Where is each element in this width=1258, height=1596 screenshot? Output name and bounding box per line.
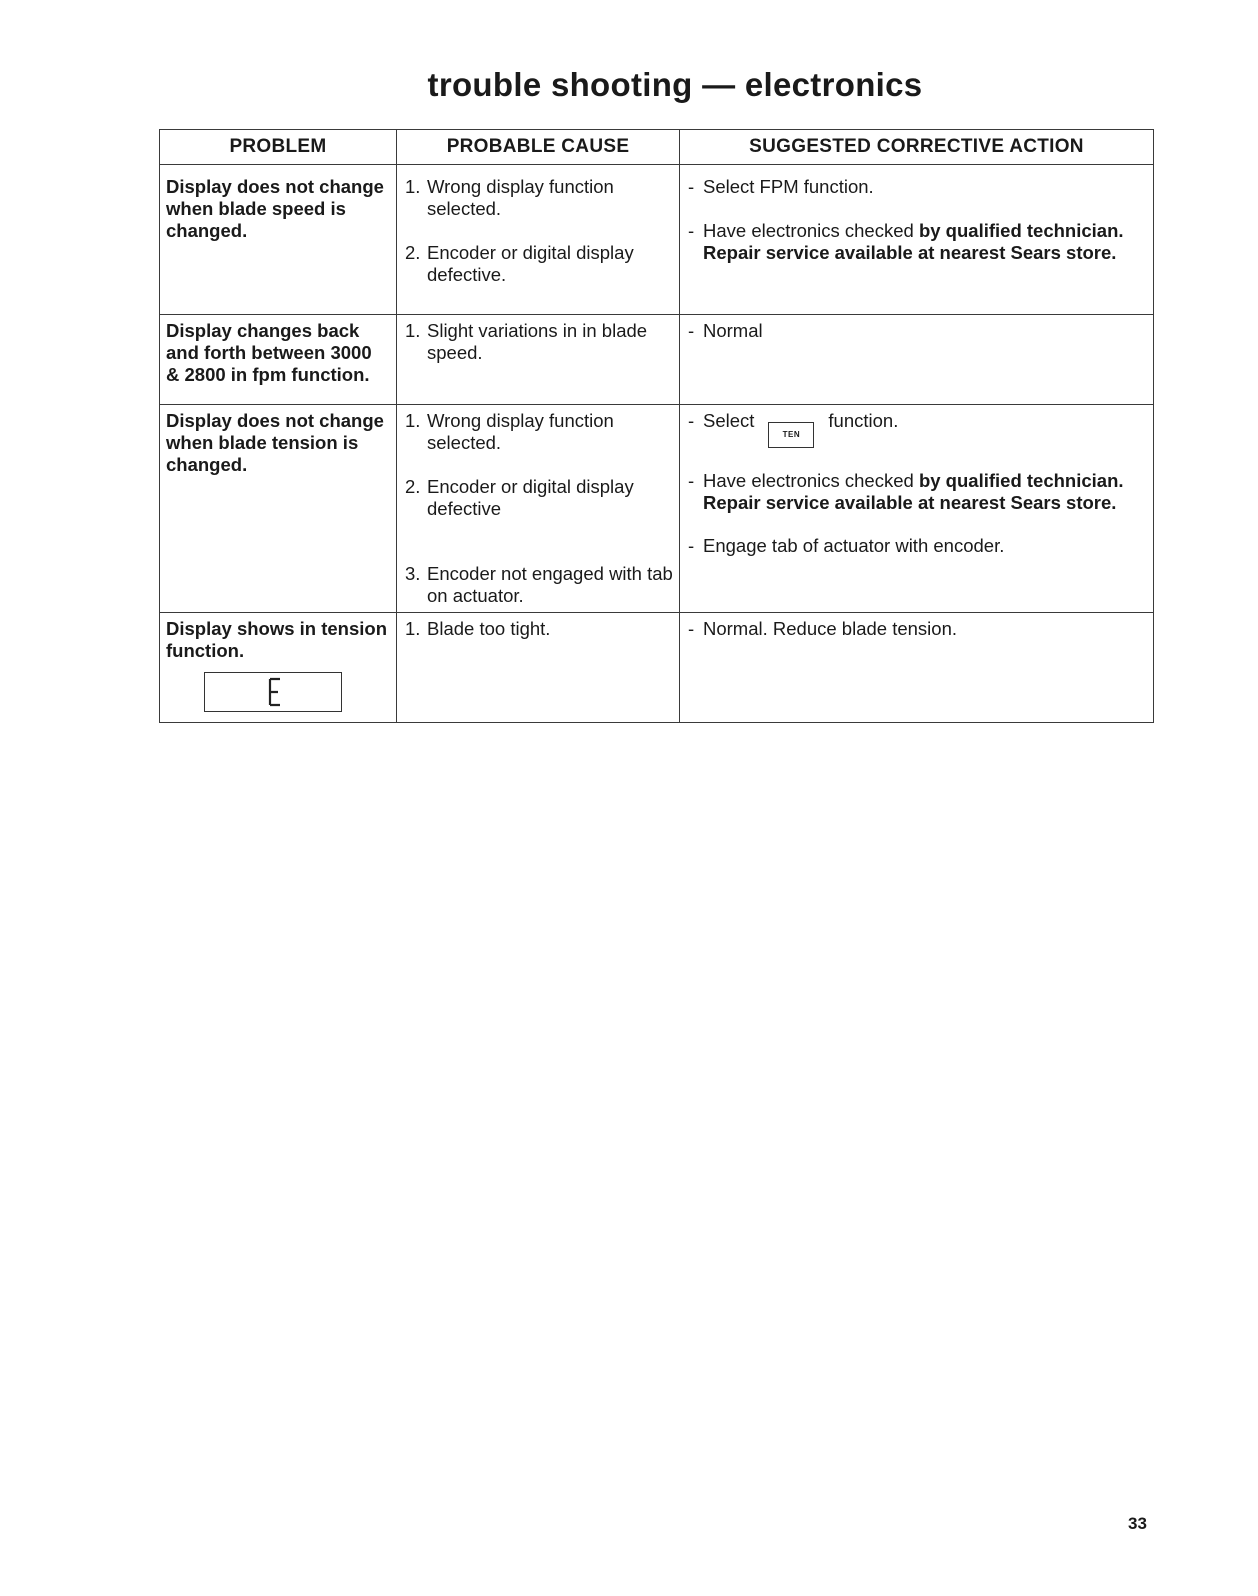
action-cell bbox=[680, 315, 1154, 405]
action-item: - Have electronics checked by qualified technician. Repair service available at nearest Sears store. bbox=[688, 220, 1124, 263]
problem-text: Display shows in tension function. bbox=[166, 618, 388, 661]
problem-cell bbox=[160, 315, 397, 405]
action-text: function. bbox=[828, 410, 899, 431]
action-cell bbox=[680, 405, 1154, 613]
troubleshooting-table bbox=[159, 129, 1154, 723]
action-text: Have electronics checked bbox=[703, 470, 914, 491]
table-row bbox=[160, 405, 1154, 613]
page-title: trouble shooting — electronics bbox=[427, 66, 923, 103]
ten-function-key-icon: TEN bbox=[768, 422, 814, 448]
action-cell bbox=[680, 613, 1154, 723]
problem-text: Display changes back and forth between 3000 & 2800 in fpm function. bbox=[166, 320, 372, 385]
action-text: Engage tab of actuator with encoder. bbox=[703, 535, 1005, 556]
action-text: Select bbox=[703, 410, 755, 431]
cause-number: 1. bbox=[405, 618, 421, 639]
cause-cell bbox=[397, 613, 680, 723]
action-text: Have electronics checked bbox=[703, 220, 914, 241]
action-cell bbox=[680, 165, 1154, 315]
cause-text: Slight variations in in blade speed. bbox=[427, 320, 648, 363]
action-bold-text: by qualified technician. Repair service available at nearest Sears store. bbox=[703, 470, 1124, 513]
cause-item bbox=[405, 176, 673, 220]
action-text: Normal. Reduce blade tension. bbox=[703, 618, 958, 639]
problem-cell bbox=[160, 405, 397, 613]
action-item: - Select FPM function. bbox=[688, 176, 1147, 198]
cause-cell bbox=[397, 165, 680, 315]
probable-cause-header: PROBABLE CAUSE bbox=[397, 130, 680, 165]
problem-text: Display does not change when blade speed is changed. bbox=[166, 176, 384, 241]
cause-item bbox=[405, 476, 673, 520]
cause-item bbox=[405, 410, 673, 454]
cause-text: Wrong display function selected. bbox=[427, 176, 614, 219]
table-row bbox=[160, 613, 1154, 723]
action-item: - Engage tab of actuator with encoder. bbox=[688, 535, 1147, 557]
problem-text: Display does not change when blade tension is changed. bbox=[166, 410, 384, 475]
action-item: - SelectTENfunction. bbox=[688, 410, 1147, 448]
cause-text: Blade too tight. bbox=[427, 618, 551, 639]
action-bold-text: by qualified technician. Repair service available at nearest Sears store. bbox=[703, 220, 1124, 263]
action-item: - Normal. Reduce blade tension. bbox=[688, 618, 1147, 640]
table-row bbox=[160, 315, 1154, 405]
cause-text: Encoder not engaged with tab on actuator. bbox=[427, 563, 673, 606]
problem-cell bbox=[160, 165, 397, 315]
cause-item bbox=[405, 618, 673, 640]
cause-number: 3. bbox=[405, 563, 421, 584]
seven-segment-e-icon bbox=[267, 677, 283, 707]
action-item: - Normal bbox=[688, 320, 1147, 342]
cause-number: 1. bbox=[405, 410, 421, 431]
page-number: 33 bbox=[1128, 1514, 1147, 1533]
corrective-action-header: SUGGESTED CORRECTIVE ACTION bbox=[680, 130, 1154, 165]
cause-cell bbox=[397, 405, 680, 613]
lcd-display-box bbox=[204, 672, 342, 712]
action-item: - Have electronics checked by qualified technician. Repair service available at nearest Sears store. bbox=[688, 470, 1124, 513]
problem-cell bbox=[160, 613, 397, 723]
cause-number: 2. bbox=[405, 476, 421, 497]
cause-text: Encoder or digital display defective bbox=[427, 476, 634, 519]
table-header-row bbox=[160, 130, 1154, 165]
cause-number: 1. bbox=[405, 176, 421, 197]
cause-item bbox=[405, 242, 673, 286]
cause-number: 1. bbox=[405, 320, 421, 341]
problem-header: PROBLEM bbox=[160, 130, 397, 165]
action-text: Normal bbox=[703, 320, 763, 341]
cause-number: 2. bbox=[405, 242, 421, 263]
cause-cell bbox=[397, 315, 680, 405]
cause-text: Wrong display function selected. bbox=[427, 410, 614, 453]
cause-item bbox=[405, 563, 673, 607]
table-row bbox=[160, 165, 1154, 315]
action-text: Select FPM function. bbox=[703, 176, 874, 197]
cause-text: Encoder or digital display defective. bbox=[427, 242, 634, 285]
cause-item bbox=[405, 320, 673, 364]
